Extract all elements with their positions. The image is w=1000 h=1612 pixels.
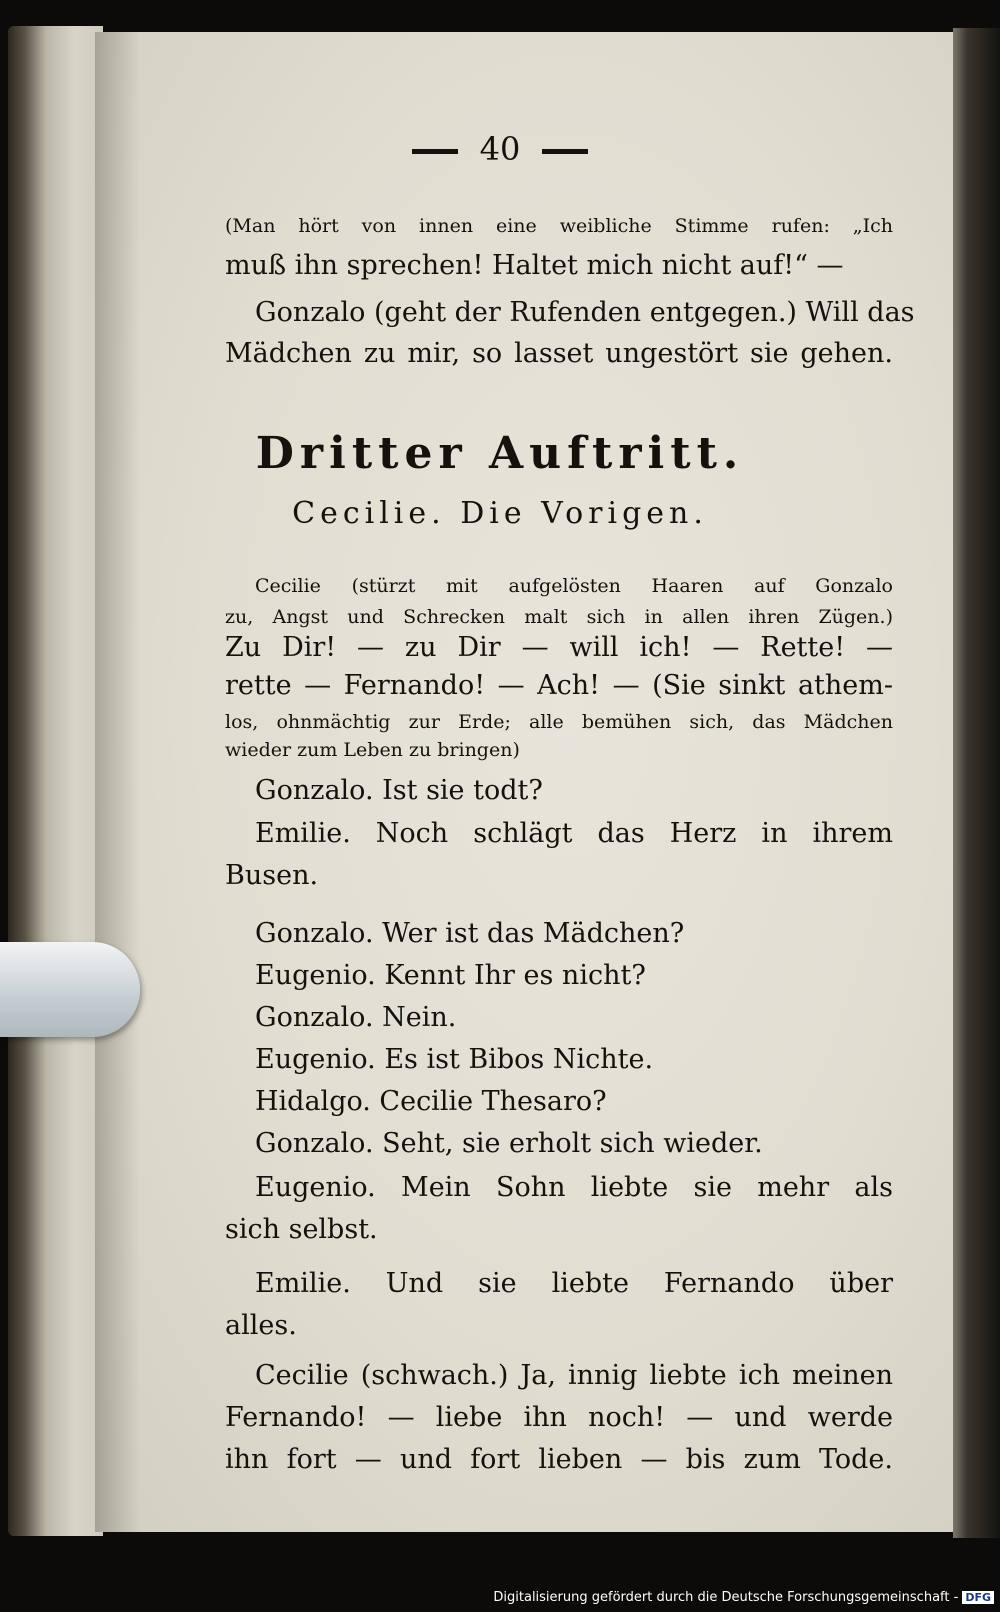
dialogue-line: Hidalgo. Cecilie Thesaro?	[255, 1086, 607, 1117]
scene-title: Dritter Auftritt.	[255, 428, 745, 479]
dialogue-line: Gonzalo. Ist sie todt?	[255, 775, 543, 806]
text-line: Mädchen zu mir, so lasset ungestört sie gehen.	[225, 338, 893, 369]
page-number: 40	[479, 130, 521, 168]
credit-text: Digitalisierung gefördert durch die Deutsche Forschungsgemeinschaft -	[493, 1590, 959, 1605]
dialogue-line: Eugenio. Kennt Ihr es nicht?	[255, 960, 646, 991]
text-line: (Man hört von innen eine weibliche Stimme rufen: „Ich	[225, 215, 893, 237]
dialogue-line: ihn fort — und fort lieben — bis zum Tode.	[225, 1444, 893, 1475]
dialogue-line: Gonzalo. Nein.	[255, 1002, 457, 1033]
page-number-header	[0, 130, 1000, 168]
dialogue-line: Eugenio. Mein Sohn liebte sie mehr als	[255, 1172, 893, 1203]
dialogue-line: Cecilie (schwach.) Ja, innig liebte ich meinen	[255, 1360, 893, 1391]
dialogue-line: Emilie. Noch schlägt das Herz in ihrem	[255, 818, 893, 849]
dialogue-line: Busen.	[225, 860, 319, 891]
dialogue-line: alles.	[225, 1310, 297, 1341]
page-gutter-shadow	[95, 32, 140, 1532]
dialogue-line: Fernando! — liebe ihn noch! — und werde	[225, 1402, 893, 1433]
dialogue-line: sich selbst.	[225, 1214, 378, 1245]
book-page-stack	[8, 26, 103, 1536]
dialogue-line: Emilie. Und sie liebte Fernando über	[255, 1268, 893, 1299]
stage-direction-line: Cecilie (stürzt mit aufgelösten Haaren auf Gonzalo	[255, 575, 893, 597]
speaker-line: Gonzalo (geht der Rufenden entgegen.) Will das	[255, 297, 915, 328]
dialogue-line: Eugenio. Es ist Bibos Nichte.	[255, 1044, 654, 1075]
stage-direction-line: wieder zum Leben zu bringen)	[225, 739, 520, 761]
digitization-credit	[493, 1590, 994, 1605]
text-line: muß ihn sprechen! Haltet mich nicht auf!“ —	[225, 250, 844, 281]
dialogue-line: Gonzalo. Seht, sie erholt sich wieder.	[255, 1128, 763, 1159]
dfg-logo: DFG	[962, 1591, 994, 1604]
dialogue-line: Gonzalo. Wer ist das Mädchen?	[255, 918, 685, 949]
book-right-edge	[953, 28, 1000, 1538]
dialogue-line: Zu Dir! — zu Dir — will ich! — Rette! —	[225, 632, 893, 663]
dialogue-line: rette — Fernando! — Ach! — (Sie sinkt athem-	[225, 670, 893, 701]
scene-persons: Cecilie. Die Vorigen.	[292, 496, 708, 531]
stage-direction-line: zu, Angst und Schrecken malt sich in allen ihren Zügen.)	[225, 606, 893, 628]
stage-direction-line: los, ohnmächtig zur Erde; alle bemühen sich, das Mädchen	[225, 711, 893, 733]
header-dash-right	[542, 149, 588, 154]
header-dash-left	[412, 149, 458, 154]
page-holder-clip	[0, 942, 140, 1037]
